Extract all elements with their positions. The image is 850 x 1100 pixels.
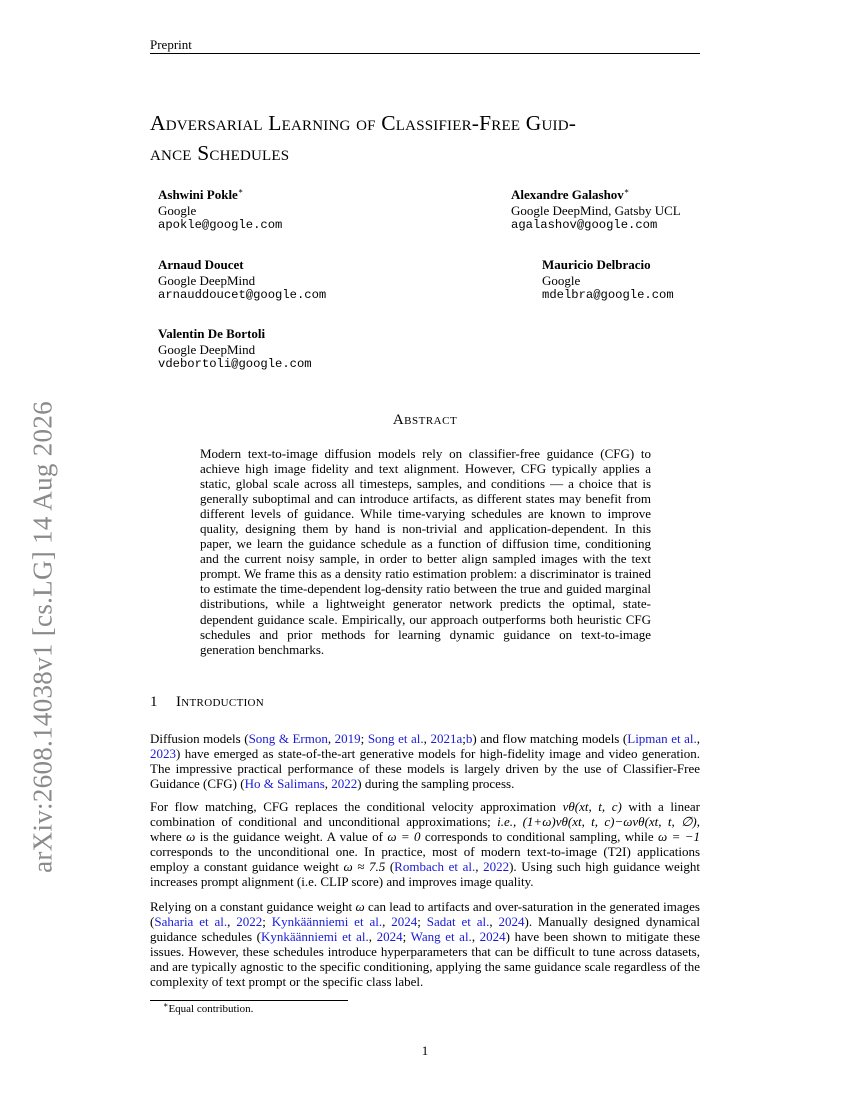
intro-paragraph-1: Diffusion models (Song & Ermon, 2019; Song et al., 2021a;b) and flow matching models (Lipman et al., 2023) have emerged as state-of-the-art generative models for high-fidelity image and video generation. The impressive practical performance of these models is largely driven by the use of Classifier-Free Guidance (CFG) (Ho & Salimans, 2022) during the sampling process.	[150, 731, 701, 792]
author-block	[158, 326, 312, 373]
author-affiliation: Google DeepMind	[158, 341, 256, 357]
paper-title	[150, 108, 710, 168]
citation-link[interactable]: Rombach et al.	[394, 859, 476, 875]
citation-link[interactable]: 2022	[483, 859, 510, 875]
citation-link[interactable]: Lipman et al.	[627, 731, 697, 746]
header-rule	[150, 53, 700, 54]
citation-link[interactable]: Song et al.	[367, 731, 424, 746]
citation-link[interactable]: 2021a	[430, 731, 463, 746]
author-name: Ashwini Pokle∗	[158, 186, 244, 202]
author-affiliation: Google DeepMind, Gatsby UCL	[511, 202, 681, 218]
intro-paragraph-2: For flow matching, CFG replaces the conditional velocity approximation vθ(xt, t, c) with a linear combination of conditional and unconditional approximations; i.e., (1+ω)vθ(xt, t, c)−ωvθ(xt, t, ∅), where ω is the guidance weight. A value of ω = 0 corresponds to conditional sampling, while ω = −1 corresponds to the unconditional one. In practice, most of modern text-to-image (T2I) applications employ a constant guidance weight ω ≈ 7.5 (Rombach et al., 2022). Using such high guidance weight increases prompt alignment (i.e. CLIP score) and improves image quality.	[150, 799, 700, 890]
math-inline: (1+ω)vθ(xt, t, c)−ωvθ(xt, t, ∅)	[522, 814, 697, 830]
citation-link[interactable]: 2024	[376, 929, 403, 945]
math-inline: ω	[355, 899, 365, 914]
footnote-rule	[150, 1000, 348, 1001]
citation-link[interactable]: 2022	[236, 914, 263, 930]
author-email[interactable]: arnauddoucet@google.com	[158, 288, 327, 302]
author-name: Mauricio Delbracio	[542, 257, 651, 272]
citation-link[interactable]: Wang et al.	[410, 929, 472, 945]
author-block	[542, 257, 674, 304]
math-inline: vθ(xt, t, c)	[562, 799, 622, 814]
author-name: Arnaud Doucet	[158, 257, 244, 272]
citation-link[interactable]: Song & Ermon	[248, 731, 328, 746]
author-email[interactable]: apokle@google.com	[158, 218, 283, 232]
citation-link[interactable]: 2019	[334, 731, 361, 746]
citation-link[interactable]: Sadat et al.	[426, 914, 490, 930]
citation-link[interactable]: Kynkäänniemi et al.	[261, 929, 369, 945]
author-block	[511, 187, 681, 234]
title-line-1: Adversarial Learning of Classifier-Free Guid-	[150, 111, 577, 135]
citation-link[interactable]: 2023	[150, 746, 176, 762]
citation-link[interactable]: 2024	[391, 914, 418, 930]
author-affiliation: Google	[158, 202, 197, 218]
section-heading	[150, 694, 264, 711]
citation-link[interactable]: 2024	[479, 929, 506, 945]
section-title: Introduction	[176, 694, 265, 710]
citation-link[interactable]: b	[465, 731, 473, 746]
abstract-heading: Abstract	[392, 412, 458, 428]
page-number: 1	[421, 1043, 429, 1058]
author-block	[158, 187, 282, 234]
running-header: Preprint	[150, 37, 192, 52]
math-inline: ω = −1	[658, 829, 700, 845]
math-inline: ω = 0	[387, 829, 421, 845]
author-affiliation: Google	[542, 272, 581, 288]
arxiv-stamp	[28, 392, 58, 882]
author-affiliation: Google DeepMind	[158, 272, 256, 288]
section-number: 1	[150, 694, 158, 710]
author-email[interactable]: vdebortoli@google.com	[158, 357, 312, 371]
intro-paragraph-3: Relying on a constant guidance weight ω can lead to artifacts and over-saturation in the generated images (Saharia et al., 2022; Kynkäänniemi et al., 2024; Sadat et al., 2024). Manually designed dynamical guidance schedules (Kynkäänniemi et al., 2024; Wang et al., 2024) have been shown to mitigate these issues. However, these schedules introduce hyperparameters that can be difficult to tune across datasets, and are typically agnostic to the specific conditioning, applying the same guidance scale regardless of the complexity of text prompt or the specific class label.	[150, 899, 701, 990]
math-inline: ω	[186, 829, 196, 845]
footnote: ∗Equal contribution.	[163, 1000, 254, 1015]
citation-link[interactable]: Saharia et al.	[154, 914, 228, 930]
author-block	[158, 257, 326, 304]
citation-link[interactable]: Ho & Salimans	[244, 776, 325, 792]
abstract-body: Modern text-to-image diffusion models rely on classifier-free guidance (CFG) to achieve high image fidelity and text alignment. However, CFG typically applies a static, global scale across all timesteps, samples, and conditions — a choice that is generally suboptimal and can introduce artifacts, as different states may benefit from different levels of guidance. While time-varying schedules are known to improve quality, designing them by hand is non-trivial and application-dependent. In this paper, we learn the guidance schedule as a function of diffusion time, conditioning and the current noisy sample, in order to better align sampled images with the text prompt. We frame this as a density ratio estimation problem: a discriminator is trained to estimate the time-dependent log-density ratio between the true and guided marginal distributions, while a lightweight generator network predicts the optimal, state-dependent guidance scale. Empirically, our approach outperforms both heuristic CFG schedules and prior methods for learning dynamic guidance on text-to-image generation benchmarks.	[200, 446, 651, 657]
author-name: Alexandre Galashov∗	[511, 186, 630, 202]
arxiv-stamp-text: arXiv:2608.14038v1 [cs.LG] 14 Aug 2026	[27, 401, 58, 873]
citation-link[interactable]: 2024	[498, 914, 525, 930]
math-inline: ω ≈ 7.5	[343, 859, 386, 875]
citation-link[interactable]: 2022	[331, 776, 358, 792]
author-name: Valentin De Bortoli	[158, 326, 266, 341]
title-line-2: ance Schedules	[150, 141, 290, 165]
citation-link[interactable]: Kynkäänniemi et al.	[271, 914, 383, 930]
author-email[interactable]: mdelbra@google.com	[542, 288, 674, 302]
author-email[interactable]: agalashov@google.com	[511, 218, 658, 232]
